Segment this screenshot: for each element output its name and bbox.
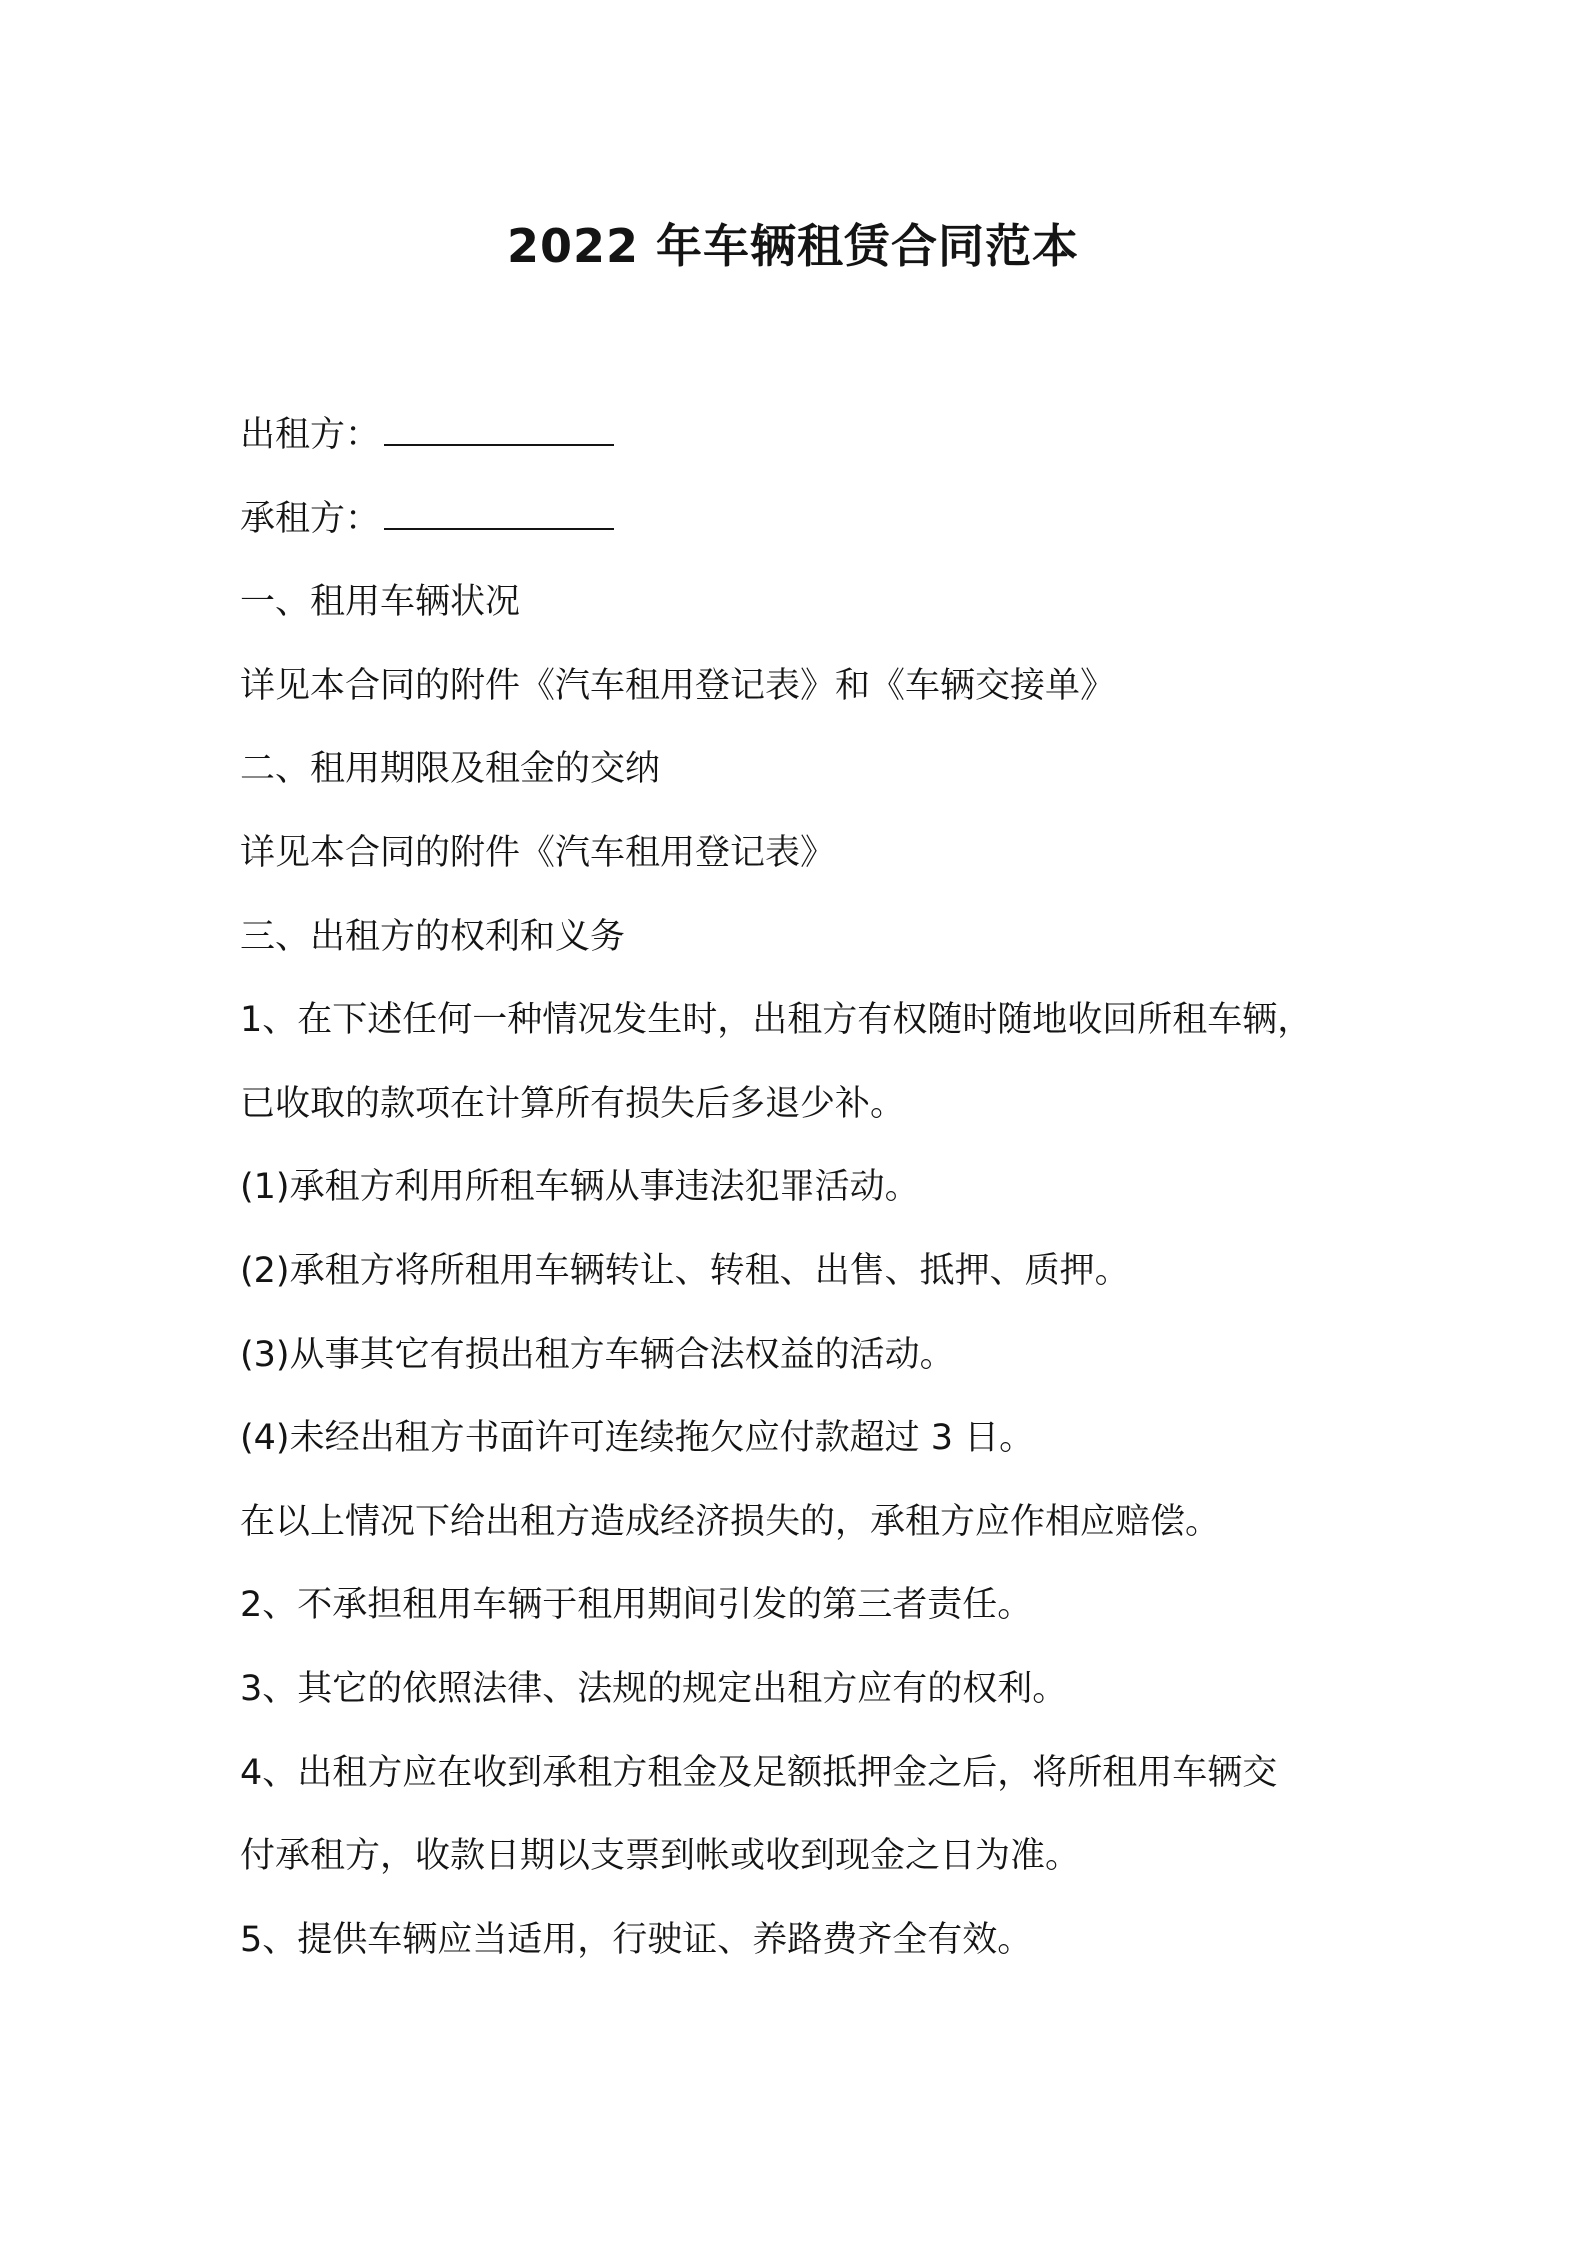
lessor-blank-field [384,410,614,446]
document-body [240,405,1370,1993]
clause-line: 付承租方，收款日期以支票到帐或收到现金之日为准。 [240,1836,1081,1877]
document-title: 2022 年车辆租赁合同范本 [506,219,1080,273]
sub-clause-line: (3)从事其它有损出租方车辆合法权益的活动。 [240,1334,955,1375]
lessor-line [240,405,1370,489]
paragraph-line: 详见本合同的附件《汽车租用登记表》 [240,832,836,873]
lessor-label: 出租方： [240,415,381,455]
sub-clause-line: (2)承租方将所租用车辆转让、转租、出售、抵押、质押。 [240,1250,1130,1291]
sub-clause-line: (4)未经出租方书面许可连续拖欠应付款超过 3 日。 [240,1418,1035,1459]
section-heading: 三、出租方的权利和义务 [240,916,626,957]
section-heading: 二、租用期限及租金的交纳 [240,749,661,790]
lessee-line [240,489,1370,573]
paragraph-line: 在以上情况下给出租方造成经济损失的，承租方应作相应赔偿。 [240,1501,1221,1542]
clause-line: 1、在下述任何一种情况发生时，出租方有权随时随地收回所租车辆， [240,1000,1313,1041]
lessee-blank-field [384,494,614,530]
clause-line: 3、其它的依照法律、法规的规定出租方应有的权利。 [240,1668,1068,1709]
clause-line: 5、提供车辆应当适用，行驶证、养路费齐全有效。 [240,1919,1033,1960]
sub-clause-line: (1)承租方利用所租车辆从事违法犯罪活动。 [240,1167,920,1208]
clause-line: 已收取的款项在计算所有损失后多退少补。 [240,1083,906,1124]
paragraph-line: 详见本合同的附件《汽车租用登记表》和《车辆交接单》 [240,665,1116,706]
section-heading: 一、租用车辆状况 [240,582,521,623]
clause-line: 2、不承担租用车辆于租用期间引发的第三者责任。 [240,1585,1033,1626]
lessee-label: 承租方： [240,498,381,539]
clause-line: 4、出租方应在收到承租方租金及足额抵押金之后，将所租用车辆交 [240,1752,1278,1793]
